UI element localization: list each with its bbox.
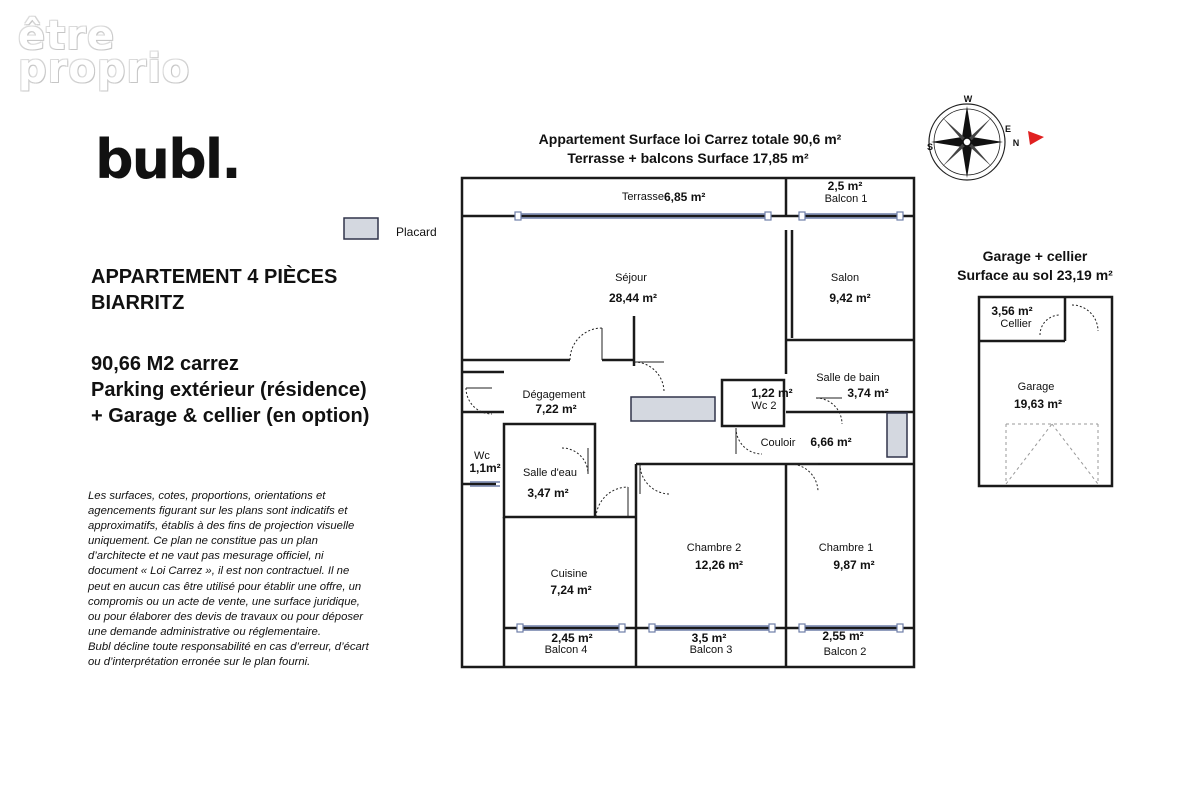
rooms-cellier-name: Cellier bbox=[1000, 318, 1032, 330]
rooms-wc2-area: 1,22 m² bbox=[751, 386, 793, 400]
rooms-salon-area: 9,42 m² bbox=[829, 291, 871, 305]
rooms-balcon4-area: 2,45 m² bbox=[551, 631, 593, 645]
rooms-degagement-name: Dégagement bbox=[522, 389, 586, 401]
rooms-sdb-name: Salle de bain bbox=[816, 372, 880, 384]
garage-header-line1: Garage + cellier bbox=[982, 248, 1088, 264]
listing-area: 90,66 M2 carrez bbox=[91, 353, 239, 375]
rooms-couloir-area: 6,66 m² bbox=[810, 435, 852, 449]
plan-header-line1: Appartement Surface loi Carrez totale 90,6 m² bbox=[538, 131, 842, 147]
listing-title-line1: APPARTEMENT 4 PIÈCES bbox=[91, 266, 338, 288]
disclaimer-liability: Bubl décline toute responsabilité en cas d’erreur, d’écart ou d’interprétation erronée sur le plan fourni. bbox=[88, 640, 369, 669]
rooms-sejour-name: Séjour bbox=[615, 272, 647, 284]
rooms-degagement-area: 7,22 m² bbox=[535, 402, 577, 416]
rooms-chambre2-area: 12,26 m² bbox=[694, 558, 744, 572]
compass-s: S bbox=[926, 142, 934, 152]
watermark-logo: être proprio bbox=[18, 13, 191, 92]
rooms-salon-name: Salon bbox=[830, 272, 860, 284]
rooms-sde-name: Salle d'eau bbox=[522, 467, 578, 479]
rooms-cuisine-name: Cuisine bbox=[550, 568, 588, 580]
rooms-wc-area: 1,1m² bbox=[469, 461, 501, 475]
compass-rose-icon bbox=[927, 94, 1044, 180]
brand-name: bubl. bbox=[95, 128, 240, 183]
rooms-balcon1-area: 2,5 m² bbox=[827, 179, 863, 193]
placard-legend-label: Placard bbox=[396, 225, 437, 239]
rooms-wc2-name: Wc 2 bbox=[751, 400, 777, 412]
rooms-garage-area: 19,63 m² bbox=[1013, 397, 1063, 411]
rooms-balcon3-area: 3,5 m² bbox=[691, 631, 727, 645]
rooms-couloir-name: Couloir bbox=[760, 437, 796, 449]
listing-garage: + Garage & cellier (en option) bbox=[91, 405, 370, 427]
rooms-cuisine-area: 7,24 m² bbox=[550, 583, 592, 597]
rooms-balcon3-name: Balcon 3 bbox=[689, 644, 733, 656]
compass-n: N bbox=[1012, 138, 1020, 148]
rooms-balcon1-name: Balcon 1 bbox=[824, 193, 868, 205]
disclaimer-main: Les surfaces, cotes, proportions, orientations et agencements figurant sur les plans sont indicatifs et approximatifs, établis à des fins de projection visuelle uniquement. Ce plan ne constitue pas un plan d’architecte et ne vaut pas mesurage officiel, ni document « Loi Carrez », il est non contractuel. Il ne peut en aucun cas être utilisé pour établir une offre, un compromis ou un acte de vente, une surface juridique, ou pour élaborer des devis de travaux ou pour déposer une demande administrative ou réglementaire. bbox=[88, 490, 364, 638]
north-arrow-icon bbox=[1028, 131, 1044, 145]
apartment-walls bbox=[462, 178, 914, 667]
rooms-sejour-area: 28,44 m² bbox=[608, 291, 658, 305]
rooms-balcon2-name: Balcon 2 bbox=[823, 646, 867, 658]
plan-header-line2: Terrasse + balcons Surface 17,85 m² bbox=[567, 150, 809, 166]
rooms-chambre1-name: Chambre 1 bbox=[818, 542, 874, 554]
rooms-chambre1-area: 9,87 m² bbox=[833, 558, 875, 572]
rooms-terrasse-area: 6,85 m² bbox=[664, 190, 706, 204]
garage-header-line2: Surface au sol 23,19 m² bbox=[957, 267, 1113, 283]
placard-legend-swatch bbox=[344, 218, 378, 239]
placard-couloir bbox=[887, 413, 907, 457]
rooms-wc-name: Wc bbox=[474, 450, 490, 462]
rooms-terrasse-name: Terrasse bbox=[621, 191, 664, 203]
listing-parking: Parking extérieur (résidence) bbox=[91, 379, 367, 401]
rooms-balcon2-area: 2,55 m² bbox=[822, 629, 864, 643]
rooms-sde-area: 3,47 m² bbox=[527, 486, 569, 500]
rooms-cellier-area: 3,56 m² bbox=[991, 304, 1033, 318]
compass-w: W bbox=[963, 94, 973, 104]
rooms-garage-name: Garage bbox=[1017, 381, 1055, 393]
rooms-chambre2-name: Chambre 2 bbox=[686, 542, 742, 554]
placard-degagement bbox=[631, 397, 715, 421]
rooms-balcon4-name: Balcon 4 bbox=[544, 644, 588, 656]
rooms-sdb-area: 3,74 m² bbox=[847, 386, 889, 400]
listing-title-line2: BIARRITZ bbox=[91, 292, 185, 314]
compass-e: E bbox=[1004, 124, 1012, 134]
